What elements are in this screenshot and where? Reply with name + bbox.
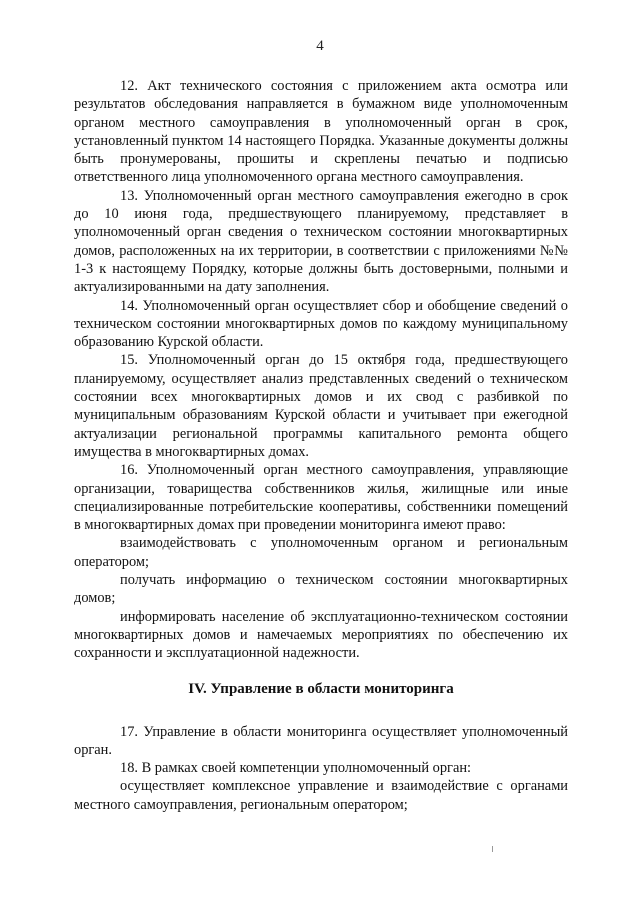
competence-item-management: осуществляет комплексное управление и взаимодействие с органами местного самоуправления, региональным оператором; [74, 778, 568, 813]
paragraph-13: 13. Уполномоченный орган местного самоуправления ежегодно в срок до 10 июня года, предшествующего планируемому, представляет в уполномоченный орган сведения о техническом состоянии многоквартирных домов, расположенных на их территории, в соответствии с приложениями №№ 1-3 к настоящему Порядку, которые должны быть достоверными, полными и актуализированными на дату заполнения. [74, 187, 568, 296]
right-item-interact: взаимодействовать с уполномоченным органом и региональным оператором; [74, 535, 568, 570]
page-number: 4 [316, 38, 324, 54]
paragraph-12: 12. Акт технического состояния с приложением акта осмотра или результатов обследования направляется в бумажном виде уполномоченным органом местного самоуправления в уполномоченный орган в срок, установленный пунктом 14 настоящего Порядка. Указанные документы должны быть пронумерованы, прошиты и скреплены печатью и подписью ответственного лица уполномоченного органа местного самоуправления. [74, 78, 568, 186]
paragraph-17: 17. Управление в области мониторинга осуществляет уполномоченный орган. [74, 723, 568, 758]
paragraph-18: 18. В рамках своей компетенции уполномоченный орган: [120, 760, 472, 777]
section-heading: IV. Управление в области мониторинга [188, 680, 454, 697]
paragraph-16: 16. Уполномоченный орган местного самоуправления, управляющие организации, товарищества собственников жилья, жилищные или иные специализированные потребительские кооперативы, собственники помещений в многоквартирных домах при проведении мониторинга имеют право: [74, 462, 568, 534]
scan-mark [492, 846, 493, 852]
paragraph-14: 14. Уполномоченный орган осуществляет сбор и обобщение сведений о техническом состоянии многоквартирных домов по каждому муниципальному образованию Курской области. [74, 297, 568, 351]
right-item-receive-info: получать информацию о техническом состоянии многоквартирных домов; [74, 572, 568, 607]
paragraph-15: 15. Уполномоченный орган до 15 октября года, предшествующего планируемому, осуществляет анализ представленных сведений о техническом состоянии всех многоквартирных домов и их свод с разбивкой по муниципальным образованиям Курской области и учитывает при ежегодной актуализации региональной программы капитального ремонта общего имущества в многоквартирных домах. [74, 352, 568, 460]
right-item-inform: информировать население об эксплуатационно-техническом состоянии многоквартирных домов и намечаемых мероприятиях по обеспечению их сохранности и эксплуатационной надежности. [74, 608, 568, 662]
document-body [74, 77, 568, 814]
